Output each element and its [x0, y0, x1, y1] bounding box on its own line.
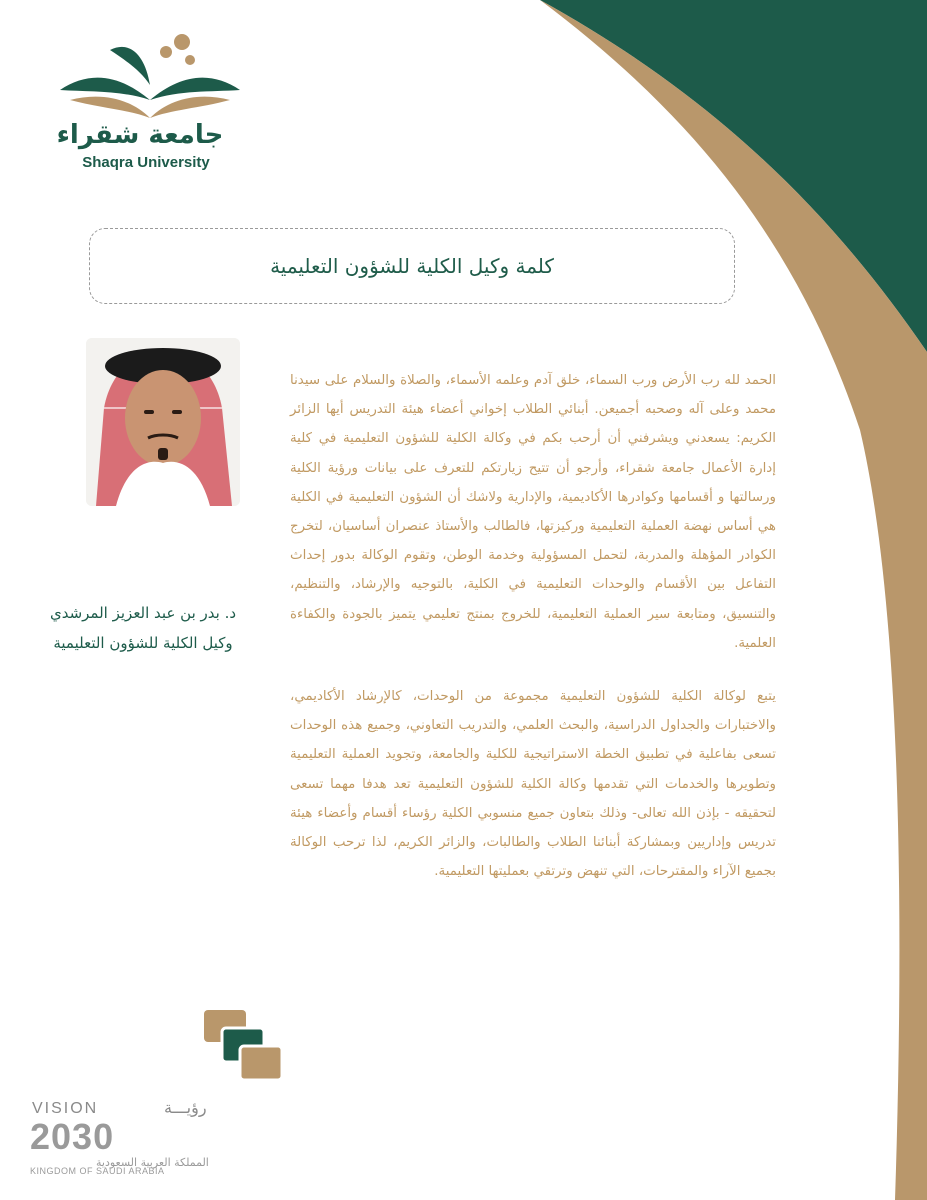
book-right-tan — [150, 97, 230, 118]
person-name: د. بدر بن عبد العزيز المرشدي — [49, 604, 237, 622]
logo-name-english: Shaqra University — [82, 154, 210, 171]
vision-year: 2030 — [30, 1116, 115, 1157]
vision-label-ar: رؤيـــة — [164, 1098, 207, 1117]
paragraph-1: الحمد لله رب الأرض ورب السماء، خلق آدم وعلمه الأسماء، والصلاة والسلام على سيدنا محمد وعلى آله وصحبه أجميعن. أبنائي الطلاب إخواني أعضاء هيئة التدريس أيها الزائر الكريم: يسعدني ويشرفني أن أرحب بكم في وكالة الكلية للشؤون التعليمية في كلية إدارة الأعمال جامعة شقراء، وأرجو أن تتيح زيارتكم للتعرف على بيانات ورؤية الكلية ورسالتها و أقسامها وكوادرها الأكاديمية، والإدارية ولاشك أن الشؤون التعليمية في الكلية هي أساس نهضة العملية التعليمية وركيزتها، فالطالب والأستاذ عنصران أساسيان، لتخرج الكوادر المؤهلة والمدربة، لتحمل المسؤولية وخدمة الوطن، وتقوم الوكالة بدور إحداث التفاعل بين الأقسام والوحدات التعليمية في الكلية، بالتوجيه والإرشاد، والتنظيم، والتنسيق، ومتابعة سير العملية التعليمية، للخروج بمنتج تعليمي يتميز بالجودة والكفاءة العلمية. — [290, 373, 776, 651]
vision-2030-logo — [26, 1098, 236, 1178]
body-text — [290, 366, 776, 910]
eye-right — [172, 410, 182, 414]
page-title: كلمة وكيل الكلية للشؤون التعليمية — [270, 254, 554, 278]
dot-medium — [160, 46, 172, 58]
decorative-squares — [204, 1010, 282, 1080]
goatee — [158, 448, 168, 460]
dot-large — [174, 34, 190, 50]
book-right-green — [150, 78, 240, 100]
tan-square-bottom — [240, 1046, 282, 1080]
paragraph-2: يتبع لوكالة الكلية للشؤون التعليمية مجموعة من الوحدات، كالإرشاد الأكاديمي، والاختبارات والجداول الدراسية، والبحث العلمي، والتدريب التعاوني، وجميع هذه الوحدات تسعى بفاعلية في تطبيق الخطة الاستراتيجية للكلية والجامعة، وتجويد العملية التعليمية وتطويرها والخدمات التي تقدمها وكالة الكلية للشؤون التعليمية تعد هدفا مهما تسعى لتحقيقه - بإذن الله تعالى- وذلك بتعاون جميع منسوبي الكلية رؤساء أقسام وأعضاء هيئة تدريس وإداريين وبمشاركة أبنائنا الطلاب والطالبات، والزائر الكريم، لذا ترحب الوكالة بجميع الآراء والمقترحات، التي تنهض وترتقي بعمليتها التعليمية. — [290, 689, 776, 880]
logo-name-arabic: جامعة شقراء — [56, 120, 224, 150]
vision-label-en: VISION — [32, 1100, 99, 1117]
title-box — [89, 228, 735, 304]
person-position: وكيل الكلية للشؤون التعليمية — [53, 634, 233, 652]
book-leaf — [110, 47, 150, 85]
vision-kingdom-en: KINGDOM OF SAUDI ARABIA — [30, 1166, 165, 1176]
dot-small — [185, 55, 195, 65]
portrait-photo — [86, 338, 240, 506]
book-left-tan — [70, 97, 150, 118]
eye-left — [144, 410, 154, 414]
book-left-green — [60, 78, 150, 100]
person-caption — [18, 598, 268, 658]
portrait-illustration — [86, 338, 240, 506]
vision-kingdom-ar: المملكة العربية السعودية — [96, 1156, 209, 1169]
